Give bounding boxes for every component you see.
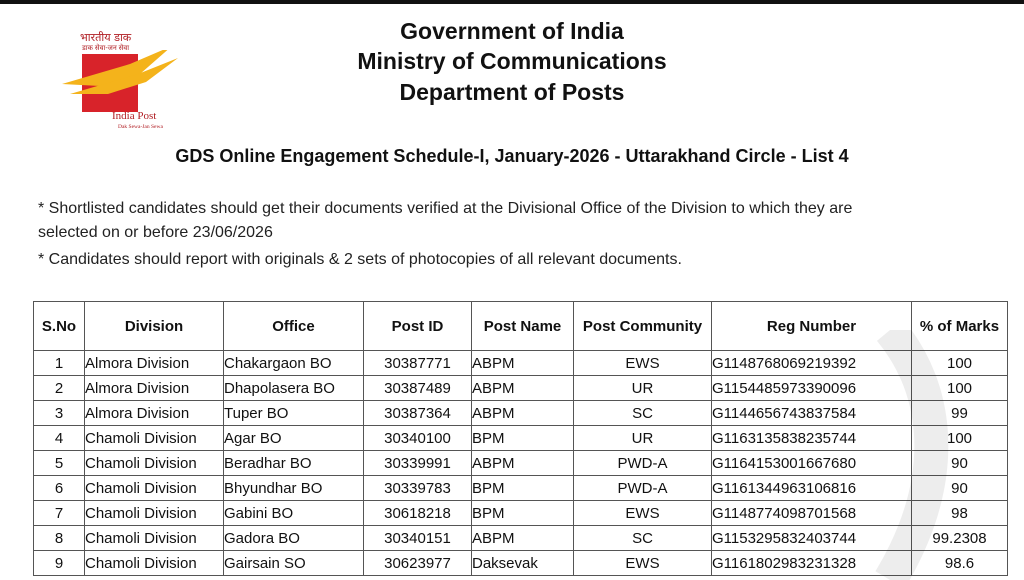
- cell-marks: 99: [912, 401, 1008, 426]
- cell-community: SC: [574, 401, 712, 426]
- cell-marks: 98.6: [912, 551, 1008, 576]
- cell-division: Chamoli Division: [85, 426, 224, 451]
- cell-office: Bhyundhar BO: [224, 476, 364, 501]
- cell-division: Chamoli Division: [85, 476, 224, 501]
- table-row: [34, 476, 1008, 501]
- cell-reg-number: G1164153001667680: [712, 451, 912, 476]
- header-line-1: Government of India: [400, 18, 624, 44]
- cell-division: Chamoli Division: [85, 501, 224, 526]
- cell-sno: 4: [34, 426, 85, 451]
- cell-community: EWS: [574, 351, 712, 376]
- candidate-table: [33, 301, 1008, 576]
- cell-post-name: ABPM: [472, 451, 574, 476]
- cell-reg-number: G1144656743837584: [712, 401, 912, 426]
- cell-office: Tuper BO: [224, 401, 364, 426]
- cell-post-id: 30339783: [364, 476, 472, 501]
- cell-reg-number: G1148774098701568: [712, 501, 912, 526]
- note-document-verification: * Shortlisted candidates should get their documents verified at the Divisional Office of the Division to which they are: [38, 200, 853, 217]
- cell-office: Chakargaon BO: [224, 351, 364, 376]
- table-row: [34, 351, 1008, 376]
- top-border: [0, 0, 1024, 4]
- cell-post-name: BPM: [472, 476, 574, 501]
- col-header-reg-number: Reg Number: [712, 302, 912, 351]
- cell-post-name: BPM: [472, 501, 574, 526]
- cell-community: UR: [574, 426, 712, 451]
- logo-hindi-subtext: डाक सेवा-जन सेवा: [82, 45, 130, 52]
- table-row: [34, 551, 1008, 576]
- cell-post-id: 30339991: [364, 451, 472, 476]
- table-row: [34, 426, 1008, 451]
- logo-tagline: Dak Sewa-Jan Sewa: [118, 124, 163, 130]
- cell-division: Chamoli Division: [85, 526, 224, 551]
- cell-office: Dhapolasera BO: [224, 376, 364, 401]
- cell-post-name: ABPM: [472, 401, 574, 426]
- cell-reg-number: G1161344963106816: [712, 476, 912, 501]
- note-document-verification-cont: selected on or before 23/06/2026: [38, 224, 273, 241]
- cell-marks: 100: [912, 426, 1008, 451]
- cell-post-id: 30340151: [364, 526, 472, 551]
- col-header-division: Division: [85, 302, 224, 351]
- table-row: [34, 401, 1008, 426]
- cell-community: PWD-A: [574, 476, 712, 501]
- cell-sno: 7: [34, 501, 85, 526]
- logo-english-text: India Post: [112, 110, 157, 122]
- table-row: [34, 451, 1008, 476]
- cell-reg-number: G1163135838235744: [712, 426, 912, 451]
- cell-sno: 3: [34, 401, 85, 426]
- cell-reg-number: G1161802983231328: [712, 551, 912, 576]
- cell-sno: 6: [34, 476, 85, 501]
- cell-post-id: 30618218: [364, 501, 472, 526]
- cell-reg-number: G1148768069219392: [712, 351, 912, 376]
- cell-division: Almora Division: [85, 376, 224, 401]
- cell-post-name: Daksevak: [472, 551, 574, 576]
- logo-hindi-text: भारतीय डाक: [80, 31, 132, 44]
- cell-sno: 9: [34, 551, 85, 576]
- cell-office: Gabini BO: [224, 501, 364, 526]
- cell-reg-number: G1153295832403744: [712, 526, 912, 551]
- table-row: [34, 376, 1008, 401]
- col-header-post-id: Post ID: [364, 302, 472, 351]
- cell-post-name: ABPM: [472, 526, 574, 551]
- cell-division: Almora Division: [85, 401, 224, 426]
- cell-post-name: ABPM: [472, 351, 574, 376]
- cell-post-id: 30387771: [364, 351, 472, 376]
- cell-post-id: 30623977: [364, 551, 472, 576]
- table-row: [34, 526, 1008, 551]
- cell-division: Chamoli Division: [85, 551, 224, 576]
- cell-community: EWS: [574, 501, 712, 526]
- cell-sno: 2: [34, 376, 85, 401]
- table-header-row: [34, 302, 1008, 351]
- cell-marks: 100: [912, 376, 1008, 401]
- cell-sno: 8: [34, 526, 85, 551]
- cell-office: Gadora BO: [224, 526, 364, 551]
- cell-post-id: 30387364: [364, 401, 472, 426]
- cell-division: Almora Division: [85, 351, 224, 376]
- cell-office: Gairsain SO: [224, 551, 364, 576]
- cell-reg-number: G1154485973390096: [712, 376, 912, 401]
- cell-office: Agar BO: [224, 426, 364, 451]
- cell-marks: 100: [912, 351, 1008, 376]
- cell-sno: 1: [34, 351, 85, 376]
- cell-community: SC: [574, 526, 712, 551]
- col-header-marks: % of Marks: [912, 302, 1008, 351]
- schedule-title: GDS Online Engagement Schedule-I, January-2026 - Uttarakhand Circle - List 4: [175, 146, 849, 166]
- col-header-post-name: Post Name: [472, 302, 574, 351]
- cell-community: PWD-A: [574, 451, 712, 476]
- cell-post-id: 30340100: [364, 426, 472, 451]
- cell-post-name: ABPM: [472, 376, 574, 401]
- note-photocopies: * Candidates should report with originals & 2 sets of photocopies of all relevant documents.: [38, 251, 682, 268]
- header-line-3: Department of Posts: [399, 79, 625, 105]
- cell-community: EWS: [574, 551, 712, 576]
- cell-division: Chamoli Division: [85, 451, 224, 476]
- cell-marks: 99.2308: [912, 526, 1008, 551]
- cell-marks: 90: [912, 451, 1008, 476]
- col-header-office: Office: [224, 302, 364, 351]
- cell-post-name: BPM: [472, 426, 574, 451]
- cell-sno: 5: [34, 451, 85, 476]
- table-row: [34, 501, 1008, 526]
- header-line-2: Ministry of Communications: [357, 48, 667, 74]
- col-header-community: Post Community: [574, 302, 712, 351]
- cell-office: Beradhar BO: [224, 451, 364, 476]
- cell-post-id: 30387489: [364, 376, 472, 401]
- cell-marks: 90: [912, 476, 1008, 501]
- cell-marks: 98: [912, 501, 1008, 526]
- cell-community: UR: [574, 376, 712, 401]
- col-header-sno: S.No: [34, 302, 85, 351]
